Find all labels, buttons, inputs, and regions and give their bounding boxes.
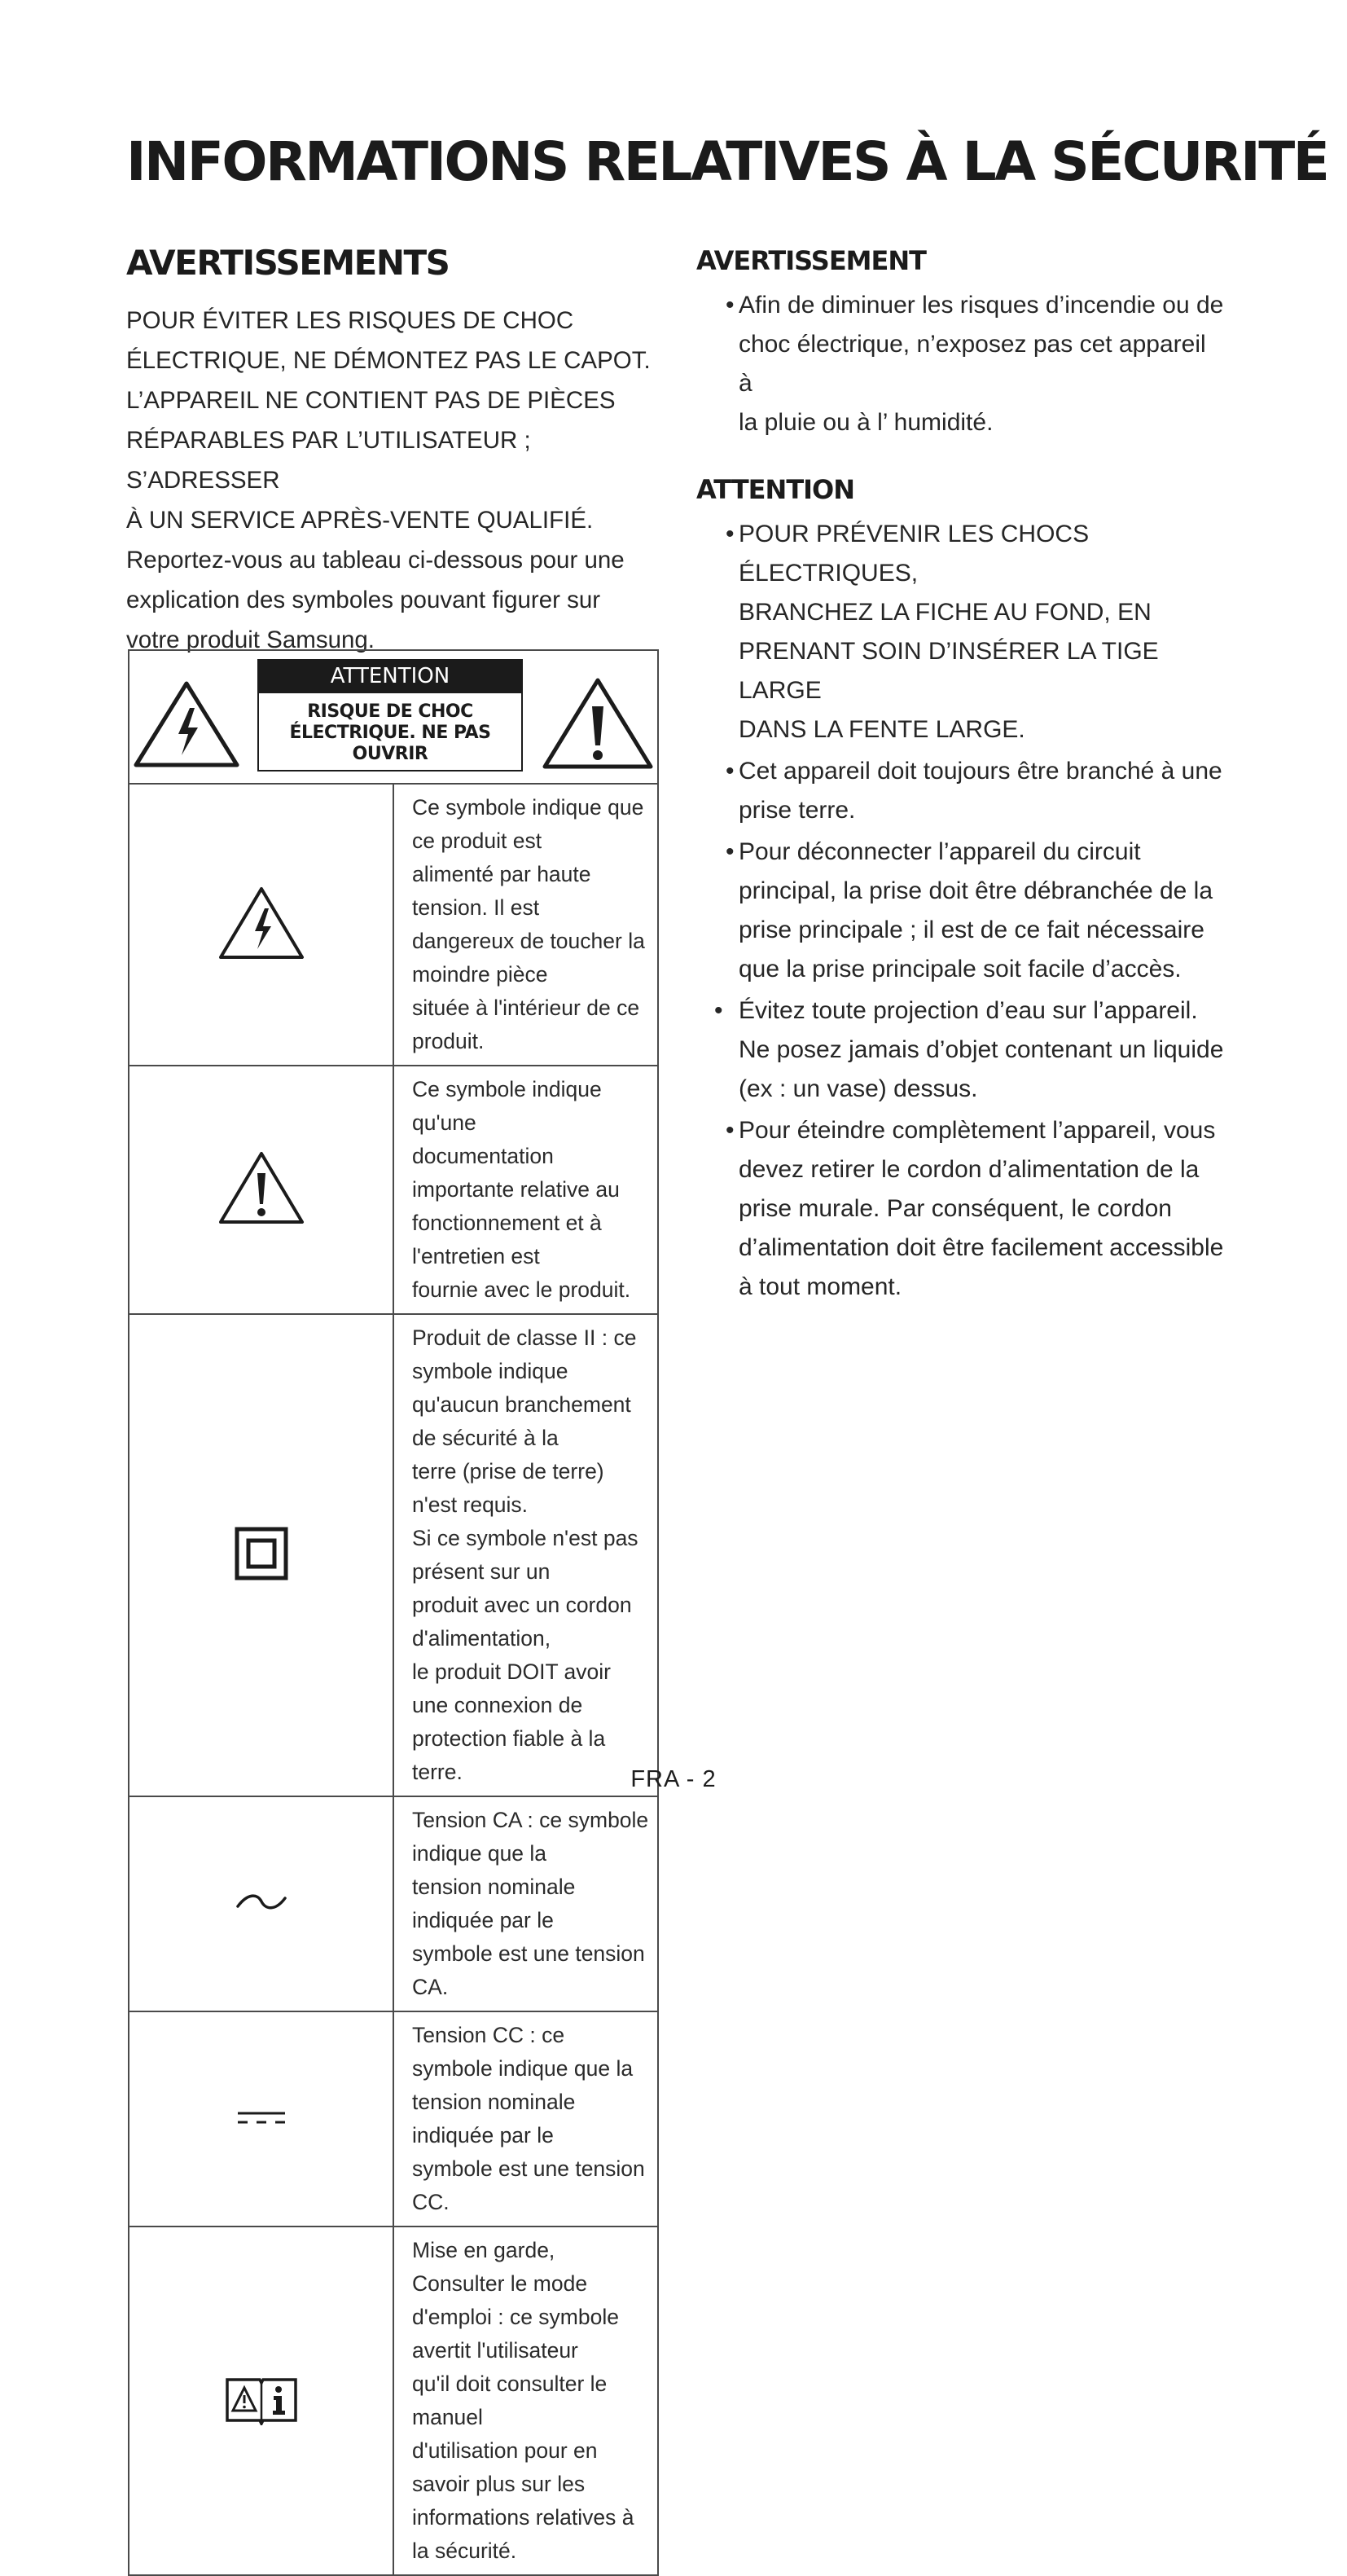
intro-line: Reportez-vous au tableau ci-dessous pour une xyxy=(126,547,625,574)
desc-line: Tension CC : ce symbole indique que la xyxy=(412,2023,634,2081)
attention-badge-title: ATTENTION xyxy=(257,659,523,693)
intro-line: POUR ÉVITER LES RISQUES DE CHOC xyxy=(126,307,574,334)
intro-line: ÉLECTRIQUE, NE DÉMONTEZ PAS LE CAPOT. xyxy=(126,347,651,374)
symbol-description xyxy=(393,784,658,1066)
desc-line: Tension CA : ce symbole indique que la xyxy=(412,1808,649,1866)
ac-tilde-icon xyxy=(235,1890,288,1914)
avertissements-intro xyxy=(126,301,664,660)
symbol-description xyxy=(393,1314,658,1796)
item-line: • Pour déconnecter l’appareil du circuit xyxy=(739,838,1141,865)
item-line: DANS LA FENTE LARGE. xyxy=(739,716,1025,743)
desc-line: qu'aucun branchement de sécurité à la xyxy=(412,1392,631,1450)
symbols-table xyxy=(128,649,659,2576)
left-column xyxy=(126,240,664,660)
desc-line: située à l'intérieur de ce produit. xyxy=(412,996,640,1053)
intro-line: L’APPAREIL NE CONTIENT PAS DE PIÈCES xyxy=(126,387,616,414)
table-row xyxy=(129,1314,658,1796)
table-row xyxy=(129,2227,658,2575)
symbol-description xyxy=(393,2227,658,2575)
desc-line: alimenté par haute tension. Il est xyxy=(412,862,591,920)
desc-line: Ce symbole indique qu'une xyxy=(412,1077,602,1135)
desc-line: le produit DOIT avoir une connexion de xyxy=(412,1659,611,1717)
desc-line: informations relatives à la sécurité. xyxy=(412,2505,634,2563)
table-header-cell xyxy=(129,650,658,784)
attention-badge xyxy=(257,659,523,773)
item-line: • Cet appareil doit toujours être branché à une xyxy=(739,758,1222,785)
item-line: devez retirer le cordon d’alimentation de la xyxy=(739,1156,1200,1183)
desc-line: documentation importante relative au xyxy=(412,1144,620,1202)
item-line: Ne posez jamais d’objet contenant un liquide xyxy=(739,1036,1224,1063)
desc-line: produit avec un cordon d'alimentation, xyxy=(412,1593,632,1651)
item-line: • Afin de diminuer les risques d’incendie ou de xyxy=(739,292,1224,319)
symbol-cell xyxy=(129,784,393,1066)
page-title: INFORMATIONS RELATIVES À LA SÉCURITÉ xyxy=(126,130,1328,193)
high-voltage-triangle-icon xyxy=(133,680,240,768)
exclamation-triangle-icon xyxy=(542,677,654,770)
list-item xyxy=(696,991,1226,1109)
item-line: PRENANT SOIN D’INSÉRER LA TIGE LARGE xyxy=(739,638,1159,704)
item-line: BRANCHEZ LA FICHE AU FOND, EN xyxy=(739,599,1152,626)
item-line: prise terre. xyxy=(739,797,856,824)
badge-line: ÉLECTRIQUE. NE PAS xyxy=(289,723,491,743)
item-line: principal, la prise doit être débranchée de la xyxy=(739,877,1213,904)
symbol-cell xyxy=(129,1314,393,1796)
desc-line: tension nominale indiquée par le xyxy=(412,2090,576,2147)
badge-line: RISQUE DE CHOC xyxy=(307,701,473,722)
list-item xyxy=(696,515,1226,750)
item-line: d’alimentation doit être facilement accessible xyxy=(739,1234,1224,1261)
list-item xyxy=(696,752,1226,830)
desc-line: Si ce symbole n'est pas présent sur un xyxy=(412,1526,638,1584)
list-item xyxy=(696,1111,1226,1307)
desc-line: Produit de classe II : ce symbole indique xyxy=(412,1325,637,1383)
desc-line: qu'il doit consulter le manuel xyxy=(412,2372,608,2429)
table-row xyxy=(129,1066,658,1314)
intro-line: RÉPARABLES PAR L’UTILISATEUR ; S’ADRESSER xyxy=(126,427,531,494)
item-line: • Pour éteindre complètement l’appareil, vous xyxy=(739,1117,1216,1144)
table-row xyxy=(129,784,658,1066)
manual-warning-info-icon xyxy=(224,2373,299,2425)
table-header-row xyxy=(129,650,658,784)
class-ii-double-square-icon xyxy=(235,1527,288,1580)
item-line: prise murale. Par conséquent, le cordon xyxy=(739,1195,1172,1222)
right-column xyxy=(696,240,1226,1309)
symbol-cell xyxy=(129,2011,393,2227)
intro-line: À UN SERVICE APRÈS-VENTE QUALIFIÉ. xyxy=(126,507,594,534)
symbol-description xyxy=(393,2011,658,2227)
table-row xyxy=(129,2011,658,2227)
avertissement-list xyxy=(696,286,1226,442)
item-line: prise principale ; il est de ce fait nécessaire xyxy=(739,917,1204,943)
page-number: FRA - 2 xyxy=(630,1766,717,1792)
avertissements-heading: AVERTISSEMENTS xyxy=(126,243,450,283)
attention-badge-body xyxy=(257,693,523,771)
desc-line: fournie avec le produit. xyxy=(412,1277,631,1302)
avertissement-heading: AVERTISSEMENT xyxy=(696,245,926,276)
item-line: à tout moment. xyxy=(739,1273,902,1300)
desc-line: d'utilisation pour en savoir plus sur les xyxy=(412,2438,598,2496)
item-line: • Évitez toute projection d’eau sur l’appareil. xyxy=(739,997,1198,1024)
desc-line: protection fiable à la terre. xyxy=(412,1726,606,1784)
badge-line: OUVRIR xyxy=(352,744,428,764)
desc-line: tension nominale indiquée par le xyxy=(412,1875,576,1932)
intro-line: explication des symboles pouvant figurer sur xyxy=(126,587,601,613)
desc-line: dangereux de toucher la moindre pièce xyxy=(412,929,645,987)
list-item xyxy=(696,833,1226,989)
symbol-description xyxy=(393,1796,658,2011)
item-line: (ex : un vase) dessus. xyxy=(739,1075,978,1102)
desc-line: fonctionnement et à l'entretien est xyxy=(412,1211,602,1268)
item-line: choc électrique, n’exposez pas cet appareil à xyxy=(739,331,1206,397)
desc-line: terre (prise de terre) n'est requis. xyxy=(412,1459,604,1517)
item-line: que la prise principale soit facile d’accès. xyxy=(739,956,1182,982)
table-row xyxy=(129,1796,658,2011)
item-line: • POUR PRÉVENIR LES CHOCS ÉLECTRIQUES, xyxy=(739,521,1090,587)
list-item xyxy=(696,286,1226,442)
dc-lines-icon xyxy=(235,2108,288,2127)
symbol-cell xyxy=(129,1066,393,1314)
item-line: la pluie ou à l’ humidité. xyxy=(739,409,994,436)
intro-line: votre produit Samsung. xyxy=(126,626,375,653)
desc-line: d'emploi : ce symbole avertit l'utilisateur xyxy=(412,2305,619,2363)
attention-list xyxy=(696,515,1226,1307)
symbol-cell xyxy=(129,1796,393,2011)
desc-line: symbole est une tension CC. xyxy=(412,2156,645,2214)
attention-heading: ATTENTION xyxy=(696,474,855,505)
symbol-cell xyxy=(129,2227,393,2575)
desc-line: symbole est une tension CA. xyxy=(412,1941,645,1999)
desc-line: Mise en garde, Consulter le mode xyxy=(412,2238,588,2296)
desc-line: Ce symbole indique que ce produit est xyxy=(412,795,644,853)
high-voltage-triangle-icon xyxy=(217,886,305,961)
exclamation-triangle-icon xyxy=(217,1150,305,1225)
symbol-description xyxy=(393,1066,658,1314)
